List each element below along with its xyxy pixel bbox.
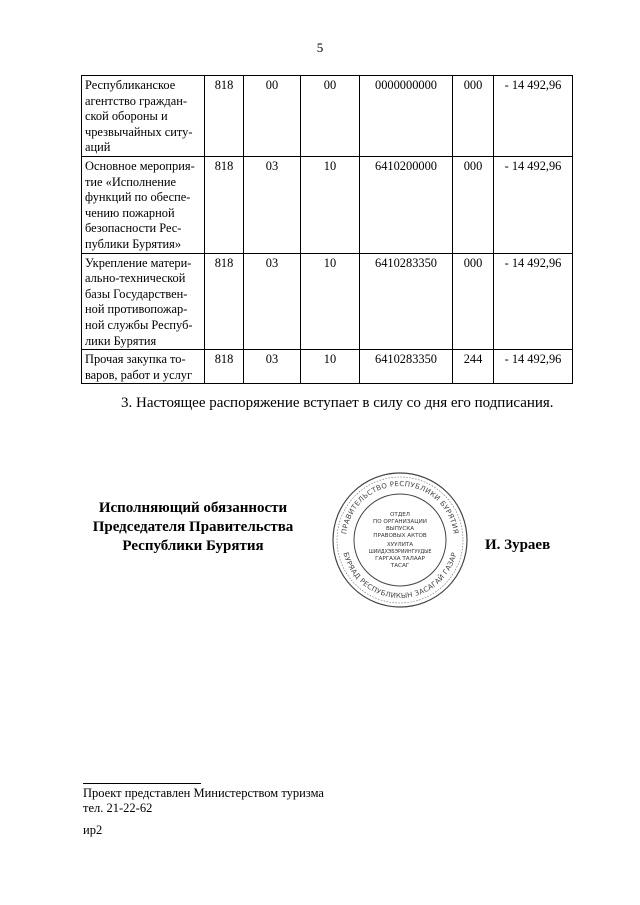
document-code: ир2 bbox=[83, 823, 103, 837]
target-article-cell: 0000000000 bbox=[360, 76, 453, 157]
official-seal bbox=[330, 470, 470, 610]
amount-cell: - 14 492,96 bbox=[494, 76, 573, 157]
subsection-cell: 10 bbox=[301, 156, 360, 253]
effective-date-clause: 3. Настоящее распоряжение вступает в силу со дня его подписания. bbox=[121, 395, 554, 411]
table-row bbox=[82, 350, 573, 384]
table-row bbox=[82, 76, 573, 157]
seal-center-line: ОТДЕЛ bbox=[390, 512, 410, 518]
section-cell: 03 bbox=[244, 253, 301, 350]
amount-cell: - 14 492,96 bbox=[494, 156, 573, 253]
section-cell: 00 bbox=[244, 76, 301, 157]
seal-center-line: ГАРГАХА ТАЛААР bbox=[375, 556, 425, 562]
target-article-cell: 6410283350 bbox=[360, 350, 453, 384]
target-article-cell: 6410283350 bbox=[360, 253, 453, 350]
subsection-cell: 10 bbox=[301, 253, 360, 350]
row-name-cell: Республиканское агентство граждан- ской обороны и чрезвычайных ситу- аций bbox=[82, 76, 205, 157]
seal-center-line: ХУУЛИТА bbox=[386, 542, 414, 548]
footnote-line: тел. 21-22-62 bbox=[83, 801, 153, 815]
footnote-divider bbox=[83, 783, 201, 784]
row-name-cell: Укрепление матери- ально-технической базы Государствен- ной противопожар- ной службы Респуб- лики Бурятия bbox=[82, 253, 205, 350]
expense-type-cell: 000 bbox=[453, 76, 494, 157]
seal-center-line: ПО ОРГАНИЗАЦИИ bbox=[373, 519, 427, 525]
signer-name: И. Зураев bbox=[485, 537, 551, 553]
footnote bbox=[83, 786, 324, 816]
seal-ring-bottom-text: БУРЯАД РЕСПУБЛИКЫН ЗАСАГАЙ ГАЗАР bbox=[341, 551, 459, 601]
seal-ring-top-text: ПРАВИТЕЛЬСТВО РЕСПУБЛИКИ БУРЯТИЯ bbox=[340, 479, 460, 535]
signer-title bbox=[84, 499, 302, 556]
row-name-cell: Основное мероприя- тие «Исполнение функций по обеспе- чению пожарной безопасности Рес- публики Бурятия» bbox=[82, 156, 205, 253]
footnote-line: Проект представлен Министерством туризма bbox=[83, 786, 324, 800]
ministry-code-cell: 818 bbox=[205, 350, 244, 384]
signer-title-line: Исполняющий обязанности bbox=[98, 500, 288, 516]
subsection-cell: 00 bbox=[301, 76, 360, 157]
budget-changes-table bbox=[81, 75, 573, 384]
table-row bbox=[82, 156, 573, 253]
target-article-cell: 6410200000 bbox=[360, 156, 453, 253]
ministry-code-cell: 818 bbox=[205, 76, 244, 157]
row-name-cell: Прочая закупка то- варов, работ и услуг bbox=[82, 350, 205, 384]
section-cell: 03 bbox=[244, 156, 301, 253]
signer-title-line: Республики Бурятия bbox=[122, 538, 264, 554]
seal-center-line: ПРАВОВЫХ АКТОВ bbox=[373, 533, 427, 539]
seal-center-line: ШИИДХЭБЭРИИНГУУДЫЕ bbox=[368, 550, 432, 555]
expense-type-cell: 244 bbox=[453, 350, 494, 384]
table-row bbox=[82, 253, 573, 350]
expense-type-cell: 000 bbox=[453, 253, 494, 350]
subsection-cell: 10 bbox=[301, 350, 360, 384]
amount-cell: - 14 492,96 bbox=[494, 253, 573, 350]
seal-center-line: ТАСАГ bbox=[390, 563, 410, 569]
page-number: 5 bbox=[316, 40, 324, 55]
ministry-code-cell: 818 bbox=[205, 253, 244, 350]
section-cell: 03 bbox=[244, 350, 301, 384]
expense-type-cell: 000 bbox=[453, 156, 494, 253]
ministry-code-cell: 818 bbox=[205, 156, 244, 253]
signer-title-line: Председателя Правительства bbox=[92, 519, 294, 535]
amount-cell: - 14 492,96 bbox=[494, 350, 573, 384]
seal-center-line: ВЫПУСКА bbox=[385, 526, 415, 532]
